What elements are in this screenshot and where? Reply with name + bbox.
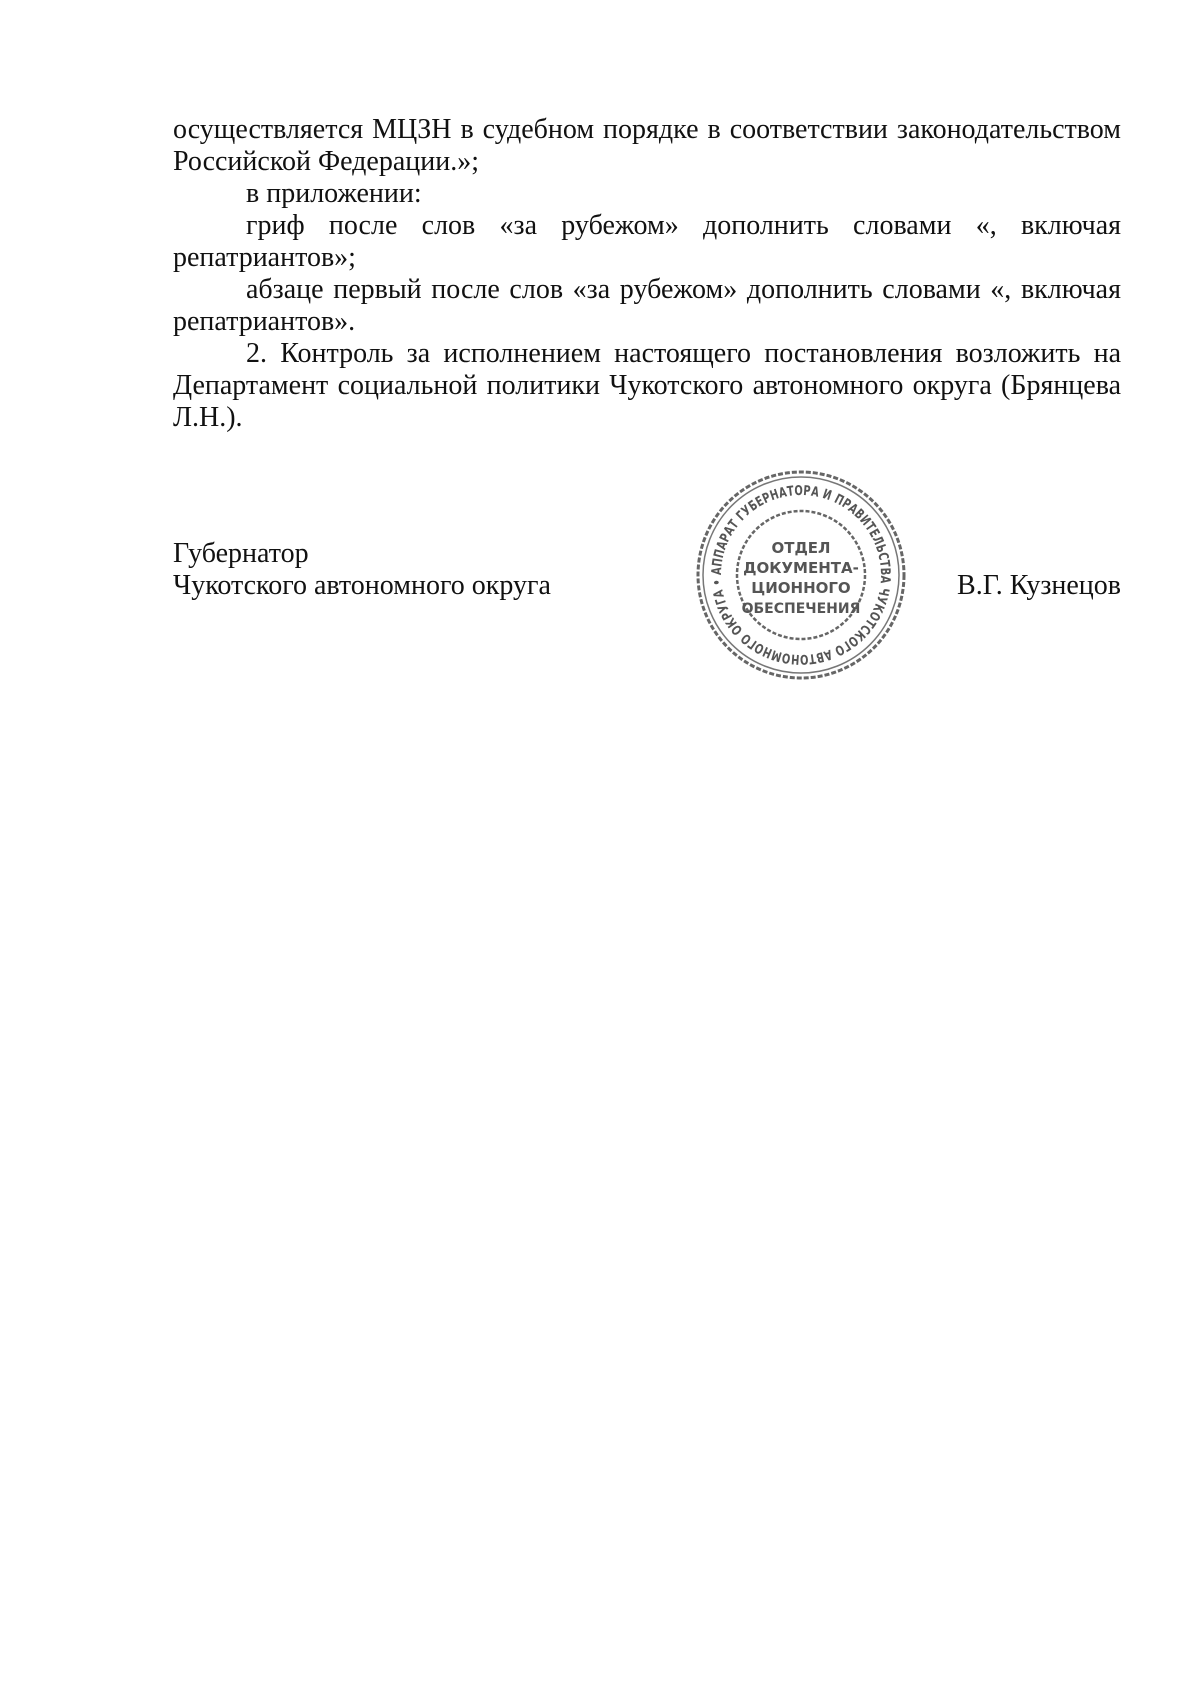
paragraph-4: абзаце первый после слов «за рубежом» дополнить словами «, включая репатриантов». [173,274,1121,337]
signature-block [173,538,1121,618]
signer-position-line-2: Чукотского автономного округа [173,570,551,601]
paragraph-3: гриф после слов «за рубежом» дополнить словами «, включая репатриантов»; [173,210,1121,273]
stamp-center-line-4: ОБЕСПЕЧЕНИЯ [741,601,861,617]
stamp-center-line-3: ЦИОННОГО [751,579,851,597]
signer-position [173,538,551,602]
stamp-center-line-2: ДОКУМЕНТА- [743,559,859,577]
paragraph-5: 2. Контроль за исполнением настоящего постановления возложить на Департамент социальной политики Чукотского автономного округа (Брянцева Л.Н.). [173,338,1121,433]
signer-name: В.Г. Кузнецов [957,570,1121,601]
paragraph-2: в приложении: [246,178,422,209]
paragraph-1: осуществляется МЦЗН в судебном порядке в соответствии законодательством Российской Федерации.»; [173,114,1121,177]
stamp-center-line-1: ОТДЕЛ [771,539,831,557]
document-body [173,114,1121,434]
stamp-ring-text: АППАРАТ ГУБЕРНАТОРА И ПРАВИТЕЛЬСТВА ЧУКОТСКОГО АВТОНОМНОГО ОКРУГА • [708,482,894,668]
signer-position-line-1: Губернатор [173,538,309,569]
